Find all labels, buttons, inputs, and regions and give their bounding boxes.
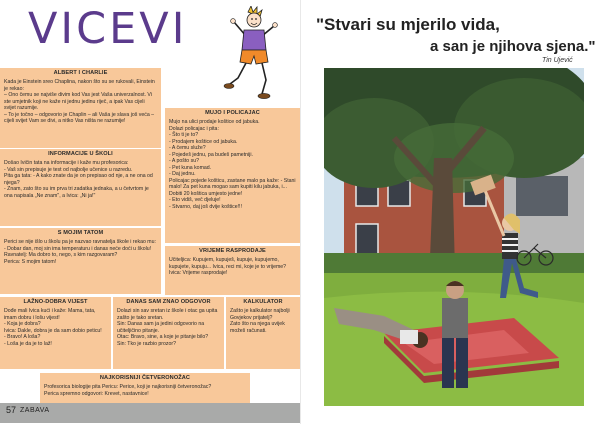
joke-text: Kada je Einstein sreo Chaplina, nakon što su se rukovali, Einstein je rekao: – Ono čemu se najviše divim kod Vas jest Vaša univerzalnost. Vi ste umjetnik koji ne kaže ni jednu jedinu riječ, a ipak Vas cijeli svijet razumije. – To je točno – odgovorio je Chaplin – ali Vaša je slava još veća – cijeli svijet Vam se divi, a nitko Vas ništa ne razumije! <box>4 79 155 124</box>
students-tree-photo <box>324 68 584 406</box>
joke-lazno-dobra-vijest <box>0 297 111 369</box>
joke-text: Perici se nije išlo u školu pa je nazvao ravnatelja škole i rekao mu: - Dobar dan, moj sin ima temperaturu i danas neće doći u školu! Ravnatelj: Ma dobro to, nego, s kim razgovaram? Perica: S mojim tatom! <box>4 239 156 265</box>
joke-title: MUJO I POLICAJAC <box>205 110 260 116</box>
joke-danas-sam-znao-odgovor <box>113 297 224 369</box>
joke-s-mojim-tatom <box>0 228 161 294</box>
joke-title: DANAS SAM ZNAO ODGOVOR <box>126 299 211 305</box>
joke-title: LAŽNO-DOBRA VIJEST <box>23 299 88 305</box>
page-divider <box>300 0 301 424</box>
joke-text: Zašto je kalkulator najbolji Govjekov prijatelj? Zato što na njega uvijek možeš računati. <box>230 308 290 334</box>
page-number: 57 <box>6 405 17 415</box>
section-label: ZABAVA <box>20 407 50 414</box>
joke-text: Profesorica biologije pita Pericu: Perice, koji je najkorisniji četveronožac? Perica spremno odgovori: Krevet, nastavnice! <box>44 384 212 397</box>
joke-albert-charlie <box>0 68 161 148</box>
joke-text: Došao Ivičin tata na informacije i kaže mu profesorica: - Vaš sin prepisuje je test od najbolje učenice u razredu. Pita ga tata: - A kako znate da je on prepisao od nje, a ne ona od njega? - Znam, zato što su im prva tri zadatka jednaka, a u četvrtom je ona napisala „Ne znam", a Ivica: „Ni ja!" <box>4 160 153 199</box>
joke-title: ALBERT I CHARLIE <box>53 70 108 76</box>
quote-line-1: "Stvari su mjerilo vida, <box>316 15 500 34</box>
joke-text: Učiteljica: Kupujem, kupuješ, kupuje, kupujemo, kupujete, kupuju... Ivica, reci mi, koje je to vrijeme? Ivica: Vrijeme rasprodaje! <box>169 257 287 276</box>
joke-vrijeme-rasprodaje <box>165 246 300 295</box>
joke-text: Mujo na ulici prodaje koštice od jabuka. Dolazi policajac i pita: - Što ti je to? - Prodajem koštice od jabuka. - A čemu služe? - Pojedeš jednu, pa budeš pametniji. - A pošto su? - Pet kuna komad. - Daj jednu. Policajac pojede košticu, zastane malo pa kaže: - Stani malo! Za pet kuna mogao sam kupiti kilu jabuka, i... Dobiti 20 koštica umjesto jedne! - Eto vidiš, več djeluje! - Stvarno, daj još dvije koštice!!! <box>169 119 296 210</box>
joke-informacije-u-skoli <box>0 149 161 226</box>
quote-line-2: a san je njihova sjena." <box>430 38 596 55</box>
joke-title: KALKULATOR <box>243 299 283 305</box>
joke-title: NAJKORISNIJI ČETVERONOŽAC <box>99 375 191 381</box>
jumping-boy-illustration <box>222 6 280 101</box>
joke-mujo-i-policajac <box>165 108 300 243</box>
joke-title: VRIJEME RASPRODAJE <box>199 248 266 254</box>
joke-kalkulator <box>226 297 300 369</box>
joke-title: S MOJIM TATOM <box>57 230 104 236</box>
joke-najkorisniji-cetveronozac <box>40 373 250 403</box>
joke-text: Dolazi sin sav sretan iz škole i otac ga upita zašto je tako sretan. Sin: Danas sam ja jedini odgovorio na učiteljičino pitanje. Otac: Bravo, sine, a koje je pitanje bilo? Sin: Tko je razbio prozor? <box>117 308 218 347</box>
quote-author: Tin Ujević <box>542 57 573 64</box>
joke-title: INFORMACIJE U ŠKOLI <box>48 151 113 157</box>
joke-text: Dođe mali Ivica kući i kaže: Mama, tata, imam dobru i lošu vijest! - Koja je dobra? Ivica: Dakle, dobra je da sam dobio peticu! - Bravo! A loša? - Loša je da je to laž! <box>4 308 102 347</box>
page-title: VICEVI <box>28 4 188 54</box>
